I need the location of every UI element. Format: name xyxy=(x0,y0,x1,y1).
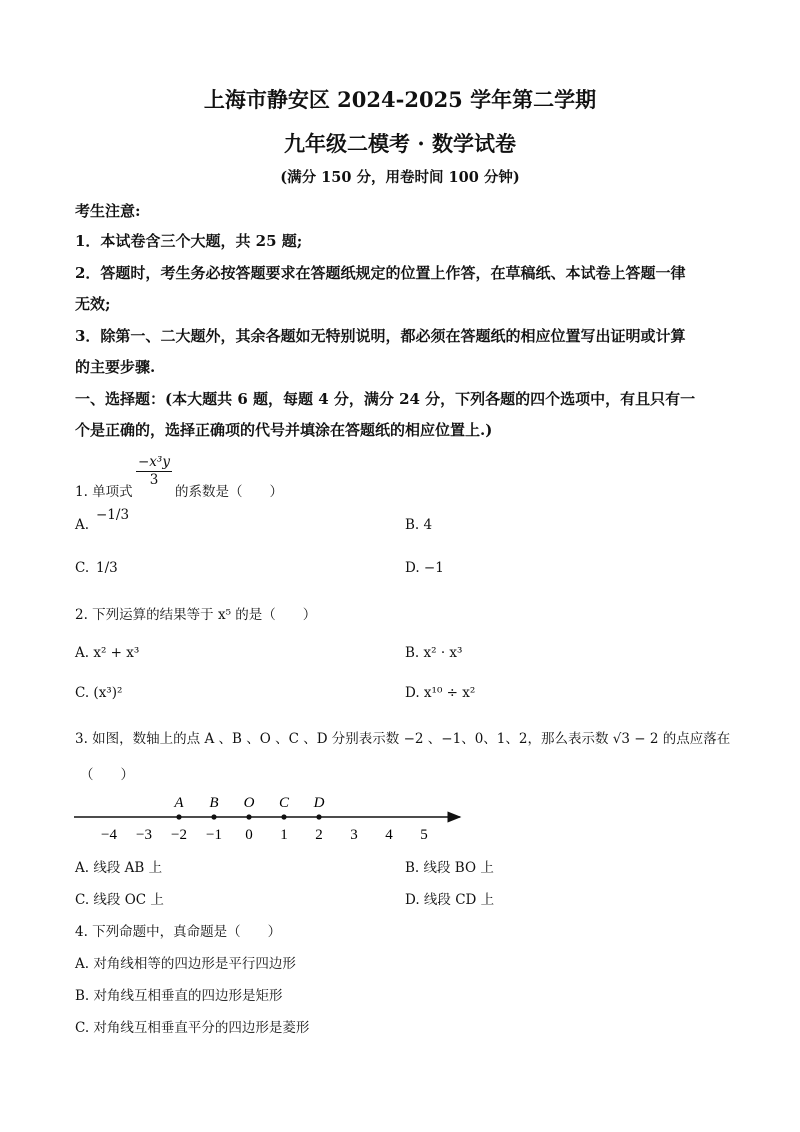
q1-option-c-value: 1/3 xyxy=(96,560,118,576)
q1-option-c-label: C. xyxy=(75,560,90,576)
q3-option-c: C. 线段 OC 上 xyxy=(75,892,164,908)
number-line-tick-label: 0 xyxy=(245,827,253,843)
section1-instructions-line1: 一、选择题：(本大题共 6 题，每题 4 分，满分 24 分，下列各题的四个选项中，有且只有一 xyxy=(75,390,696,408)
q2-option-c: C. (x³)² xyxy=(75,685,123,701)
q2-option-b: B. x² · x³ xyxy=(405,645,463,661)
q1-monomial-denominator: 3 xyxy=(149,471,159,488)
q4-option-a: A. 对角线相等的四边形是平行四边形 xyxy=(75,956,296,972)
number-line-point-label: A xyxy=(174,795,184,811)
number-line-point-label: D xyxy=(313,795,325,811)
q1-suffix: 的系数是（ ） xyxy=(175,484,283,500)
q1-monomial xyxy=(136,454,172,489)
number-line-tick-label: 5 xyxy=(420,827,428,843)
number-line-point-label: O xyxy=(243,795,255,811)
number-line-point xyxy=(176,814,181,819)
number-line-point xyxy=(211,814,216,819)
q4-option-c: C. 对角线互相垂直平分的四边形是菱形 xyxy=(75,1020,310,1036)
q3-option-d: D. 线段 CD 上 xyxy=(405,892,495,908)
notice-item-2-line2: 无效; xyxy=(75,295,111,313)
number-line-tick-label: −2 xyxy=(171,827,187,843)
number-line-tick-label: −3 xyxy=(136,827,152,843)
notice-item-2-line1: 2．答题时，考生务必按答题要求在答题纸规定的位置上作答，在草稿纸、本试卷上答题一律 xyxy=(75,264,686,282)
q3-text-line1: 3. 如图，数轴上的点 A 、B 、O 、C 、D 分别表示数 −2 、−1、0、1、2，那么表示数 √3 − 2 的点应落在 xyxy=(75,731,731,747)
number-line-point xyxy=(316,814,321,819)
number-line-point xyxy=(281,814,286,819)
notice-item-3-line2: 的主要步骤. xyxy=(75,358,156,376)
number-line-point-label: C xyxy=(278,795,290,811)
q3-option-b: B. 线段 BO 上 xyxy=(405,860,494,876)
q3-option-a: A. 线段 AB 上 xyxy=(75,860,163,876)
number-line-tick-label: −4 xyxy=(101,827,117,843)
number-line-tick-label: 2 xyxy=(315,827,323,843)
notice-item-3-line1: 3．除第一、二大题外，其余各题如无特别说明，都必须在答题纸的相应位置写出证明或计算 xyxy=(75,327,686,345)
q2-text: 2. 下列运算的结果等于 x⁵ 的是（ ） xyxy=(75,607,317,623)
number-line-tick-label: 3 xyxy=(350,827,358,843)
number-line-figure xyxy=(60,785,480,845)
section1-instructions-line2: 个是正确的，选择正确项的代号并填涂在答题纸的相应位置上.) xyxy=(75,421,493,439)
number-line-tick-label: −1 xyxy=(206,827,222,843)
exam-score-time: (满分 150 分，用卷时间 100 分钟) xyxy=(280,169,520,186)
number-line-point xyxy=(246,814,251,819)
number-line-tick-label: 1 xyxy=(280,827,288,843)
exam-title: 上海市静安区 2024-2025 学年第二学期 xyxy=(203,87,597,112)
q2-option-d: D. x¹⁰ ÷ x² xyxy=(405,685,476,701)
exam-subtitle: 九年级二模考 · 数学试卷 xyxy=(284,131,516,156)
q4-text: 4. 下列命题中，真命题是（ ） xyxy=(75,924,282,940)
q1-prefix: 1. 单项式 xyxy=(75,484,133,500)
q1-option-a-text: −1/3 xyxy=(96,507,130,523)
q3-text-line2: （ ） xyxy=(80,767,134,783)
q1-option-a-label: A. xyxy=(75,517,90,533)
number-line-point-label: B xyxy=(209,795,219,811)
q1-option-a-value xyxy=(96,507,129,523)
number-line-tick-label: 4 xyxy=(385,827,393,843)
q2-option-a: A. x² + x³ xyxy=(75,645,140,661)
q1-monomial-numerator: −x³y xyxy=(138,454,170,470)
q1-option-b: B. 4 xyxy=(405,517,433,533)
notice-item-1: 1．本试卷含三个大题，共 25 题; xyxy=(75,232,303,250)
notice-heading: 考生注意: xyxy=(75,202,141,220)
q4-option-b: B. 对角线互相垂直的四边形是矩形 xyxy=(75,988,283,1004)
q1-option-d: D. −1 xyxy=(405,560,444,576)
